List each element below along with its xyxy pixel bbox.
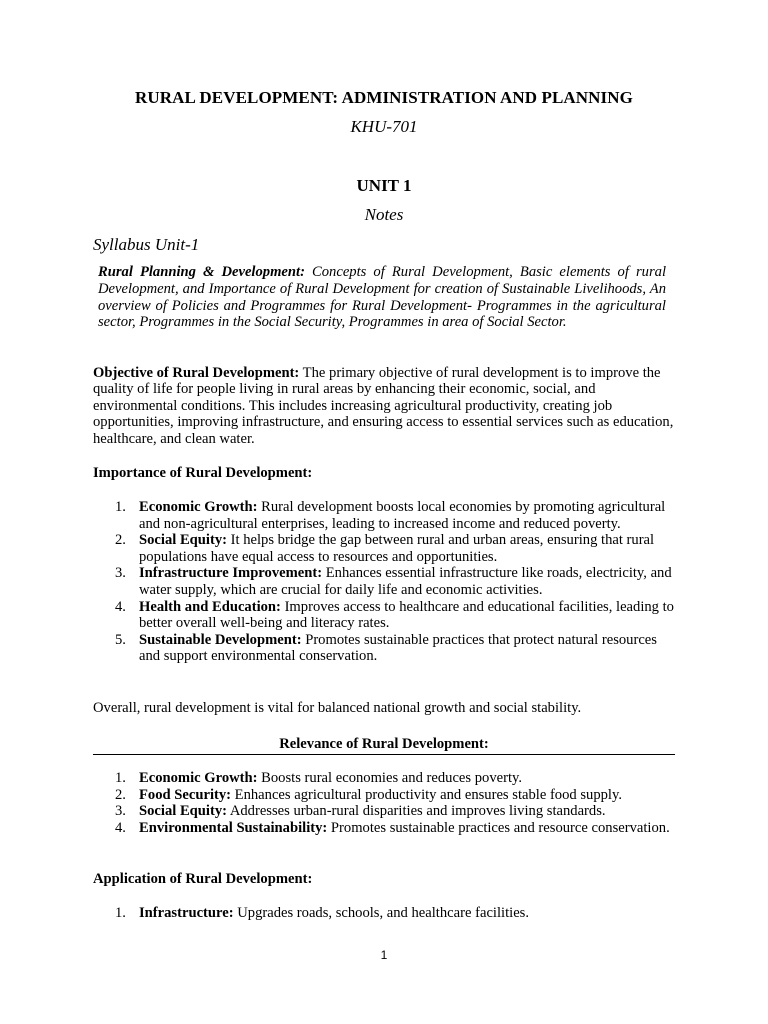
application-heading: Application of Rural Development:	[93, 871, 313, 887]
objective-paragraph	[93, 365, 675, 447]
list-item: 1. Infrastructure: Upgrades roads, schools, and healthcare facilities.	[115, 905, 529, 921]
unit-heading: UNIT 1	[356, 176, 412, 195]
relevance-heading: Relevance of Rural Development:	[93, 736, 675, 755]
objective-text: The primary objective of rural development is to improve the quality of life for people living in rural areas by enhancing their economic, social, and environmental conditions. This includes increasing agricultural productivity, creating job opportunities, improving infrastructure, and ensuring access to essential services such as education, healthcare, and clean water.	[93, 365, 674, 447]
list-item: 2. Food Security: Enhances agricultural productivity and ensures stable food supply.	[115, 786, 622, 803]
syllabus-lead: Rural Planning & Development:	[98, 264, 305, 280]
list-item: 1. Economic Growth: Rural development boosts local economies by promoting agricultural and non-agricultural enterprises, leading to increased income and reduced poverty.	[115, 499, 666, 532]
document-title: RURAL DEVELOPMENT: ADMINISTRATION AND PLANNING	[135, 88, 633, 107]
list-item: 2. Social Equity: It helps bridge the gap between rural and urban areas, ensuring that rural populations have equal access to resources and opportunities.	[115, 532, 655, 565]
list-item: 3. Social Equity: Addresses urban-rural disparities and improves living standards.	[115, 803, 606, 820]
importance-heading: Importance of Rural Development:	[93, 465, 313, 481]
importance-list	[93, 499, 675, 665]
notes-subtitle: Notes	[364, 205, 404, 224]
relevance-list	[93, 770, 675, 836]
application-list	[93, 905, 675, 922]
course-code: KHU-701	[350, 117, 418, 136]
syllabus-text: Concepts of Rural Development, Basic elements of rural Development, and Importance of Rural Development for creation of Sustainable Livelihoods, An overview of Policies and Programmes for Rural Development- Programmes in the agricultural sector, Programmes in the Social Security, Programmes in area of Social Sector.	[98, 264, 666, 331]
objective-lead: Objective of Rural Development:	[93, 365, 300, 381]
list-item: 5. Sustainable Development: Promotes sustainable practices that protect natural resources and support environmental conservation.	[115, 631, 657, 665]
syllabus-heading: Syllabus Unit-1	[93, 235, 200, 254]
overall-statement: Overall, rural development is vital for balanced national growth and social stability.	[93, 700, 582, 716]
list-item: 4. Environmental Sustainability: Promotes sustainable practices and resource conservation.	[115, 819, 670, 836]
list-item: 1. Economic Growth: Boosts rural economies and reduces poverty.	[115, 770, 523, 786]
syllabus-paragraph	[98, 264, 666, 331]
page-number: 1	[380, 948, 388, 962]
list-item: 3. Infrastructure Improvement: Enhances essential infrastructure like roads, electricity, and water supply, which are crucial for daily life and economic activities.	[115, 565, 672, 598]
list-item: 4. Health and Education: Improves access to healthcare and educational facilities, leading to better overall well-being and literacy rates.	[115, 598, 674, 632]
